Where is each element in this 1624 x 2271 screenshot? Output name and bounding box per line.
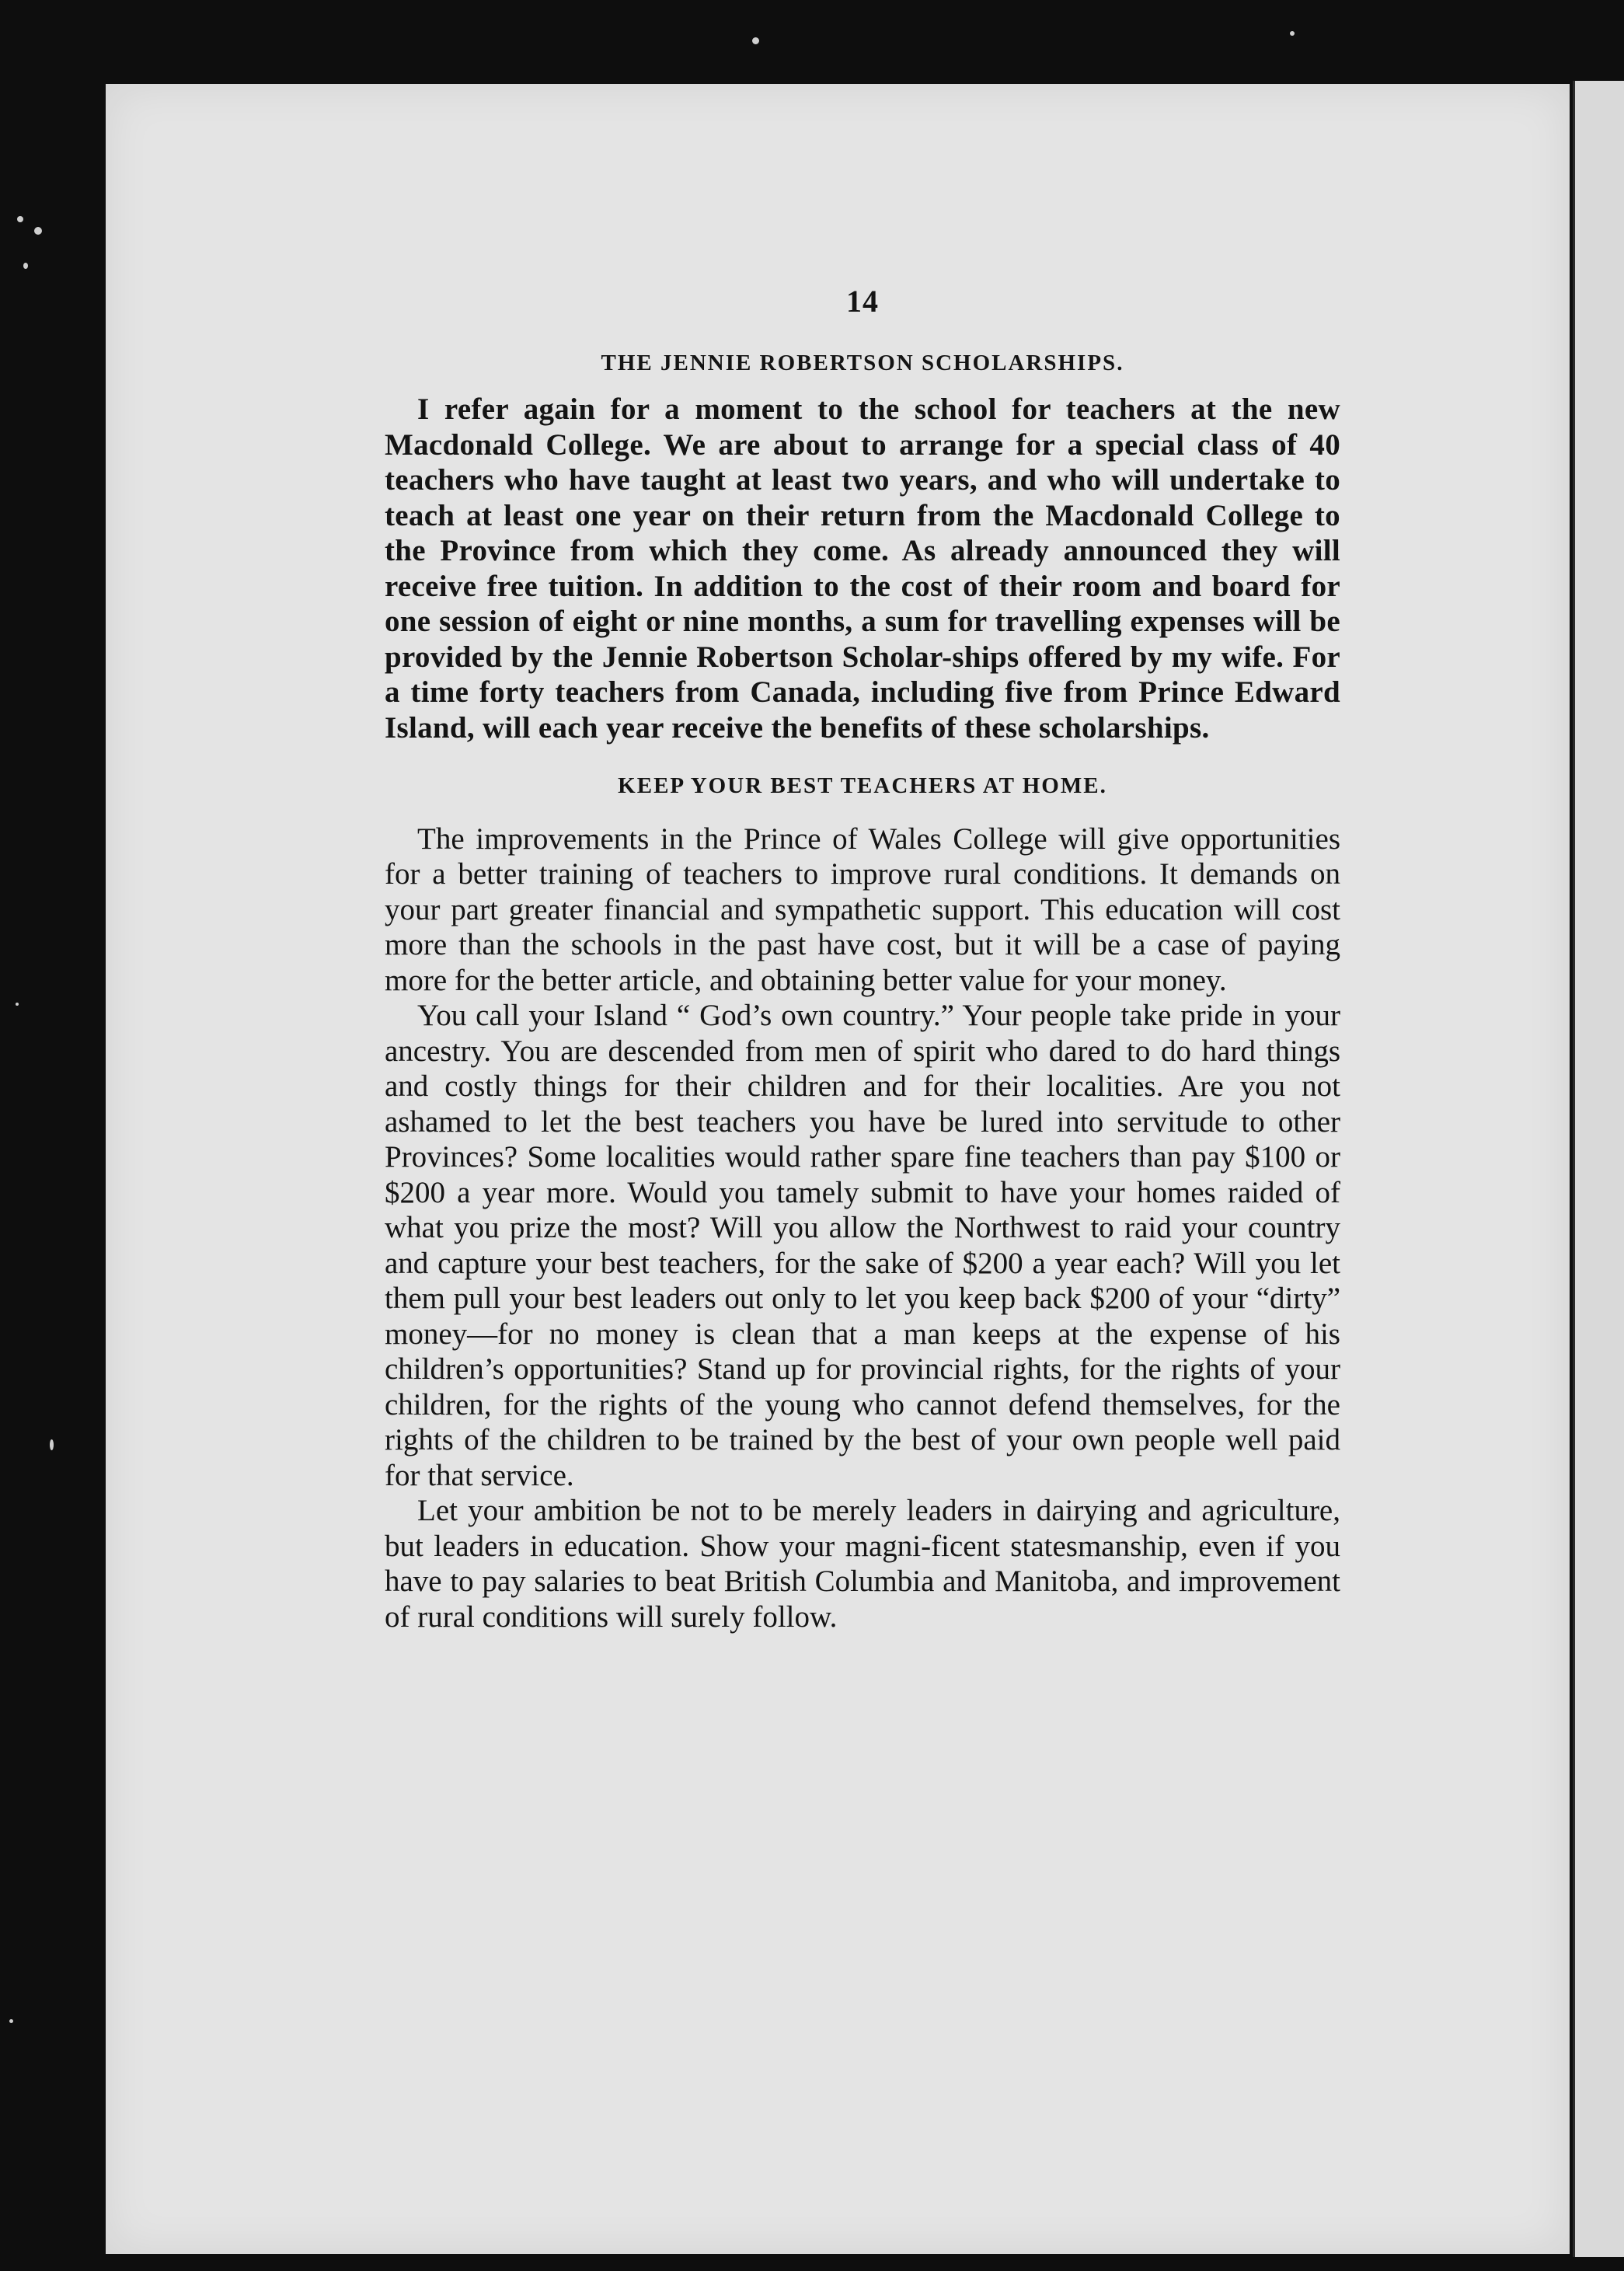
section-heading-keep-teachers: KEEP YOUR BEST TEACHERS AT HOME. xyxy=(618,773,1107,798)
page-text xyxy=(385,284,1340,1634)
paragraph-ambition: Let your ambition be not to be merely leaders in dairying and agriculture, but leaders in education. Show your magni-ficent statesmanship, even if you have to pay salaries to beat British Columbia and Manitoba, and improvement of rural conditions will surely follow. xyxy=(385,1494,1340,1634)
page-number: 14 xyxy=(846,284,879,319)
section-heading-scholarships: THE JENNIE ROBERTSON SCHOLARSHIPS. xyxy=(601,350,1124,375)
paragraph-gods-own-country: You call your Island “ God’s own country.” Your people take pride in your ancestry. You are descended from men of spirit who dared to do hard things and costly things for their children and for their localities. Are you not ashamed to let the best teachers you have be lured into servitude to other Provinces? Some localities would rather spare fine teachers than pay $100 or $200 a year more. Would you tamely submit to have your homes raided of what you prize the most? Will you allow the Northwest to raid your country and capture your best teachers, for the sake of $200 a year each? Will you let them pull your best leaders out only to let you keep back $200 of your “dirty” money—for no money is clean that a man keeps at the expense of his children’s opportunities? Stand up for provincial rights, for the rights of your children, for the rights of the young who cannot defend themselves, for the rights of the children to be trained by the best of your own people well paid for that service. xyxy=(385,999,1340,1492)
paragraph-improvements: The improvements in the Prince of Wales College will give opportunities for a better training of teachers to improve rural conditions. It demands on your part greater financial and sympathetic support. This education will cost more than the schools in the past have cost, but it will be a case of paying more for the better article, and obtaining better value for your money. xyxy=(385,822,1340,997)
paragraph-scholarships: I refer again for a moment to the school for teachers at the new Macdonald College. We are about to arrange for a special class of 40 teachers who have taught at least two years, and who will undertake to teach at least one year on their return from the Macdonald College to the Province from which they come. As already announced they will receive free tuition. In addition to the cost of their room and board for one session of eight or nine months, a sum for travelling expenses will be provided by the Jennie Robertson Scholar-ships offered by my wife. For a time forty teachers from Canada, including five from Prince Edward Island, will each year receive the benefits of these scholarships. xyxy=(385,392,1340,745)
adjacent-page-edge xyxy=(1573,81,1624,2257)
